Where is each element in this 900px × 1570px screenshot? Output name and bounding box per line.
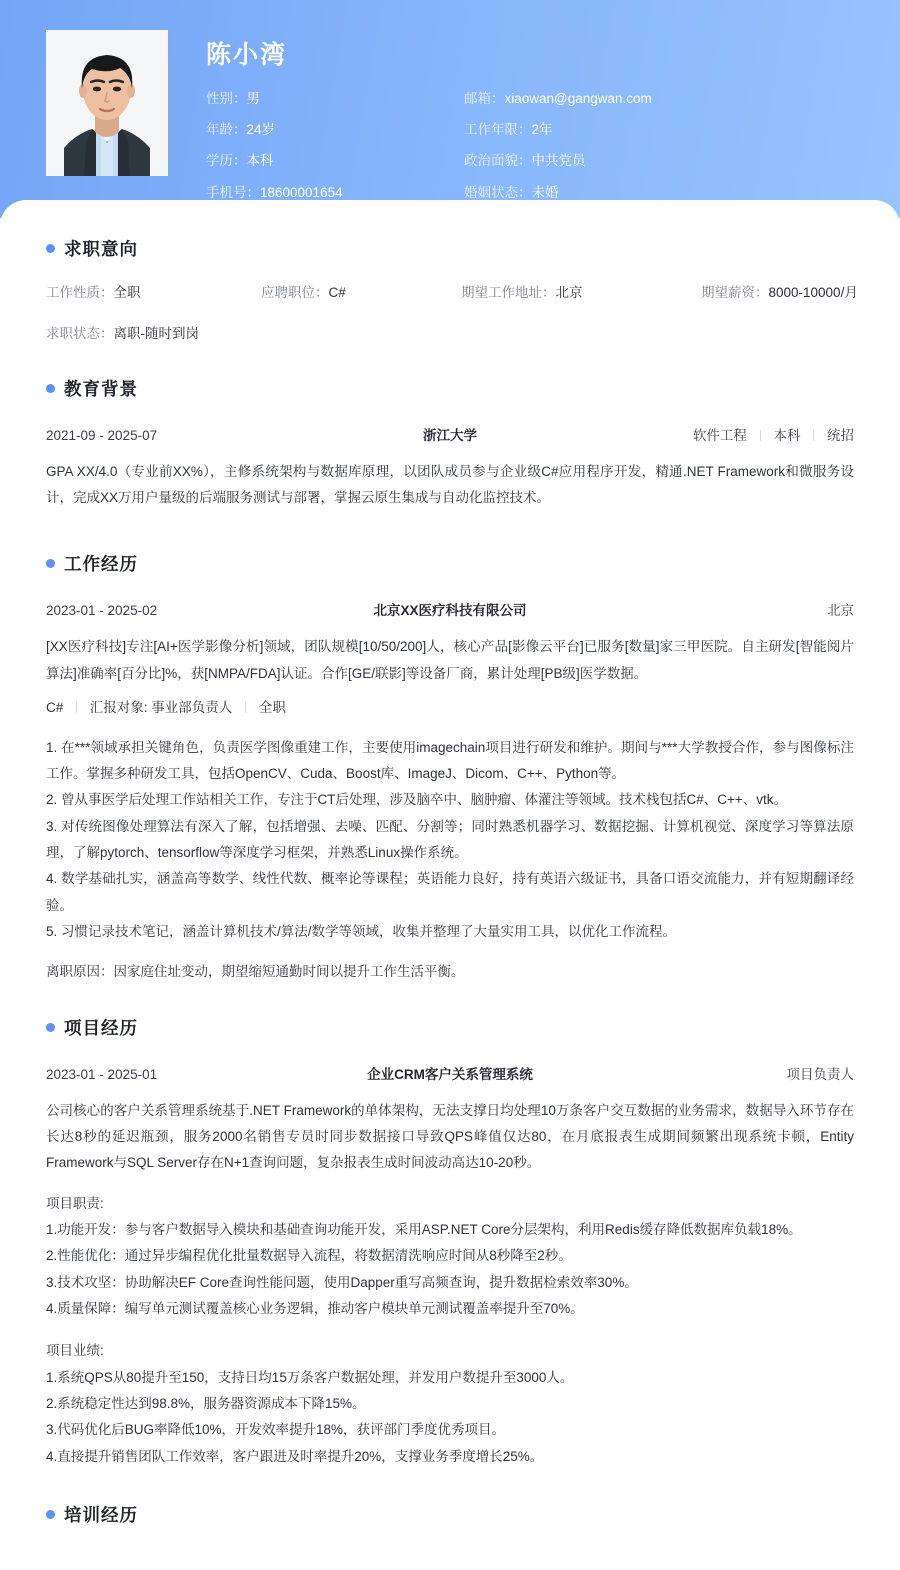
avatar [46,30,168,176]
header-field-political-label: 政治面貌： [464,153,532,169]
project-role: 项目负责人 [786,1066,854,1082]
project-date: 2023-01 - 2025-01 [46,1066,158,1082]
list-item: 4. 数学基础扎实，涵盖高等数学、线性代数、概率论等课程；英语能力良好，持有英语六级证书，具备口语交流能力，并有短期翻译经验。 [46,871,854,913]
intention-row-2 [46,325,854,344]
spacer-after-education [46,525,854,545]
divider [760,430,761,441]
work-tag-employment-type: 全职 [258,700,286,716]
work-entry-header [46,599,854,619]
work-tag-row [46,697,854,719]
education-description: GPA XX/4.0（专业前XX%），主修系统架构与数据库原理，以团队成员参与企业级C#应用程序开发，精通.NET Framework和微服务设计，完成XX万用户量级的后端服务测试与部署，掌握云原生集成与自动化监控技术。 [46,463,854,506]
header-field-email [464,90,860,108]
intention-field-salary-value: 8000-10000/月 [768,285,858,300]
education-date: 2021-09 - 2025-07 [46,427,158,443]
header-field-gender-label: 性别： [206,91,247,106]
header-meta-grid [206,90,860,202]
list-item: 5. 习惯记录技术笔记，涵盖计算机技术/算法/数学等领域，收集并整理了大量实用工具，以优化工作流程。 [46,923,677,939]
intention-field-status [46,325,261,344]
education-meta [477,424,854,444]
intention-field-position-label: 应聘职位： [261,285,329,300]
section-header-training-experience [46,1502,854,1527]
work-company: 北京XX医疗科技有限公司 [373,603,527,619]
work-date: 2023-01 - 2025-02 [46,603,158,619]
list-item: 3.代码优化后BUG率降低10%，开发效率提升18%，获评部门季度优秀项目。 [46,1422,506,1438]
bullet-dot-icon [46,1023,55,1032]
education-major: 软件工程 [692,427,747,443]
project-duties-group [46,1191,854,1323]
header-field-phone-value: 18600001654 [260,184,343,200]
header-field-gender-value: 男 [246,91,260,106]
intention-field-salary-label: 期望薪资： [701,285,769,300]
header-field-experience-label: 工作年限： [464,122,532,138]
section-training-experience [46,1502,854,1527]
section-header-project-experience [46,1015,854,1040]
list-item: 1. 在***领域承担关键角色，负责医学图像重建工作，主要使用imagechain项目进行研发和维护。期间与***大学教授合作，参与图像标注工作。掌握多种研发工具，包括OpenCV、Cuda、Boost库、ImageJ、Dicom、C++、Python等。 [46,739,854,781]
intention-field-location [461,284,701,303]
project-results-label: 项目业绩: [46,1343,104,1359]
divider [76,702,77,713]
work-company-intro: [XX医疗科技]专注[AI+医学影像分析]领域，团队规模[10/50/200]人，核心产品[影像云平台]已服务[数量]家三甲医院。自主研发[智能阅片算法]准确率[百分比]%，获[NMPA/FDA]认证。合作[GE/联影]等设备厂商，累计处理[PB级]医学数据。 [46,639,854,681]
header-field-age [206,121,464,139]
list-item: 2.性能优化：通过异步编程优化批量数据导入流程，将数据清洗响应时间从8秒降至2秒。 [46,1248,572,1264]
bullet-dot-icon [46,244,55,253]
bullet-dot-icon [46,384,55,393]
work-location: 北京 [827,603,854,619]
education-school: 浙江大学 [423,427,477,443]
intention-field-location-label: 期望工作地址： [461,285,556,300]
intention-row-2-spacer-2 [461,325,701,344]
work-duty-list [46,735,854,946]
spacer-after-intention [46,350,854,370]
resume-body-card [0,200,900,1570]
intention-field-position-value: C# [328,285,346,300]
spacer-after-project [46,1486,854,1496]
resume-header [0,0,900,218]
intention-field-work-type-label: 工作性质： [46,285,114,300]
project-results-group [46,1338,854,1470]
project-entry-header [46,1063,854,1083]
portrait-photo-icon [46,30,168,176]
header-field-experience [464,121,860,139]
intention-field-work-type-value: 全职 [113,285,141,300]
header-field-marital-label: 婚姻状态： [464,184,532,200]
list-item: 3.技术攻坚：协助解决EF Core查询性能问题，使用Dapper重写高频查询，提升数据检索效率30%。 [46,1274,638,1290]
list-item: 2. 曾从事医学后处理工作站相关工作，专注于CT后处理，涉及脑卒中、脑肿瘤、体灌注等领域。技术栈包括C#、C++、vtk。 [46,792,788,808]
intention-field-status-value: 离职-随时到岗 [113,325,199,341]
header-field-education-value: 本科 [246,153,274,169]
section-header-job-intention [46,236,854,261]
section-job-intention [46,236,858,344]
work-leave-reason: 离职原因：因家庭住址变动，期望缩短通勤时间以提升工作生活平衡。 [46,964,465,980]
header-field-education [206,152,464,170]
education-type: 统招 [827,427,854,443]
header-field-email-value: xiaowan@gangwan.com [504,91,652,106]
intention-field-work-type [46,284,261,303]
header-field-education-label: 学历： [206,153,247,169]
project-duties-label: 项目职责: [46,1195,104,1211]
list-item: 4.直接提升销售团队工作效率，客户跟进及时率提升20%，支撑业务季度增长25%。 [46,1448,544,1464]
header-info [206,30,860,202]
list-item: 1.功能开发：参与客户数据导入模块和基础查询功能开发，采用ASP.NET Core分层架构，利用Redis缓存降低数据库负载18%。 [46,1222,802,1238]
section-title-training-experience: 培训经历 [64,1504,138,1525]
section-title-work-experience: 工作经历 [64,554,138,575]
project-name: 企业CRM客户关系管理系统 [367,1066,533,1082]
header-field-marital-value: 未婚 [531,184,559,200]
header-field-age-value: 24岁 [246,122,276,138]
education-entry-header [46,424,854,444]
section-work-experience [46,551,854,984]
bullet-dot-icon [46,559,55,568]
divider [245,702,246,713]
intention-field-position [261,284,461,303]
list-item: 2.系统稳定性达到98.8%，服务器资源成本下降15%。 [46,1395,366,1411]
page-title: 陈小湾 [206,41,288,69]
section-title-education: 教育背景 [64,378,138,399]
header-field-political-value: 中共党员 [531,153,586,169]
work-tag-report-to: 汇报对象: 事业部负责人 [89,700,233,716]
intention-row-2-spacer-3 [701,325,854,344]
spacer-after-work [46,999,854,1009]
header-field-age-label: 年龄： [206,122,247,138]
header-field-political [464,152,860,170]
section-header-work-experience [46,551,854,576]
intention-field-status-label: 求职状态： [46,325,114,341]
education-degree: 本科 [773,427,801,443]
section-title-job-intention: 求职意向 [64,239,138,259]
list-item: 1.系统QPS从80提升至150，支持日均15万条客户数据处理，并发用户数提升至3000人。 [46,1369,574,1385]
header-field-experience-value: 2年 [531,122,553,138]
bullet-dot-icon [46,1510,55,1519]
intention-row-2-spacer [261,325,461,344]
section-education [46,376,854,512]
section-title-project-experience: 项目经历 [64,1017,138,1038]
header-field-gender [206,90,464,108]
intention-field-location-value: 北京 [555,285,583,300]
header-field-phone-label: 手机号： [206,184,260,200]
work-tag-skill: C# [46,700,64,716]
list-item: 3. 对传统图像处理算法有深入了解，包括增强、去噪、匹配、分割等；同时熟悉机器学习、数据挖掘、计算机视觉、深度学习等算法原理，了解pytorch、tensorflow等深度学习框架，并熟悉Linux操作系统。 [46,818,854,860]
project-background: 公司核心的客户关系管理系统基于.NET Framework的单体架构，无法支撑日均处理10万条客户交互数据的业务需求，数据导入环节存在长达8秒的延迟瓶颈，服务2000名销售专员时同步数据接口导致QPS峰值仅达80，在月底报表生成期间频繁出现系统卡顿，Entity Framework与SQL Server存在N+1查询问题，复杂报表生成时间波动高达10-20秒。 [46,1102,854,1171]
list-item: 4.质量保障：编写单元测试覆盖核心业务逻辑，推动客户模块单元测试覆盖率提升至70%。 [46,1300,584,1316]
intention-row-1 [46,284,858,303]
section-header-education [46,376,854,401]
intention-field-salary [701,284,858,303]
header-field-email-label: 邮箱： [464,91,505,106]
divider [813,430,814,441]
section-project-experience [46,1015,854,1470]
